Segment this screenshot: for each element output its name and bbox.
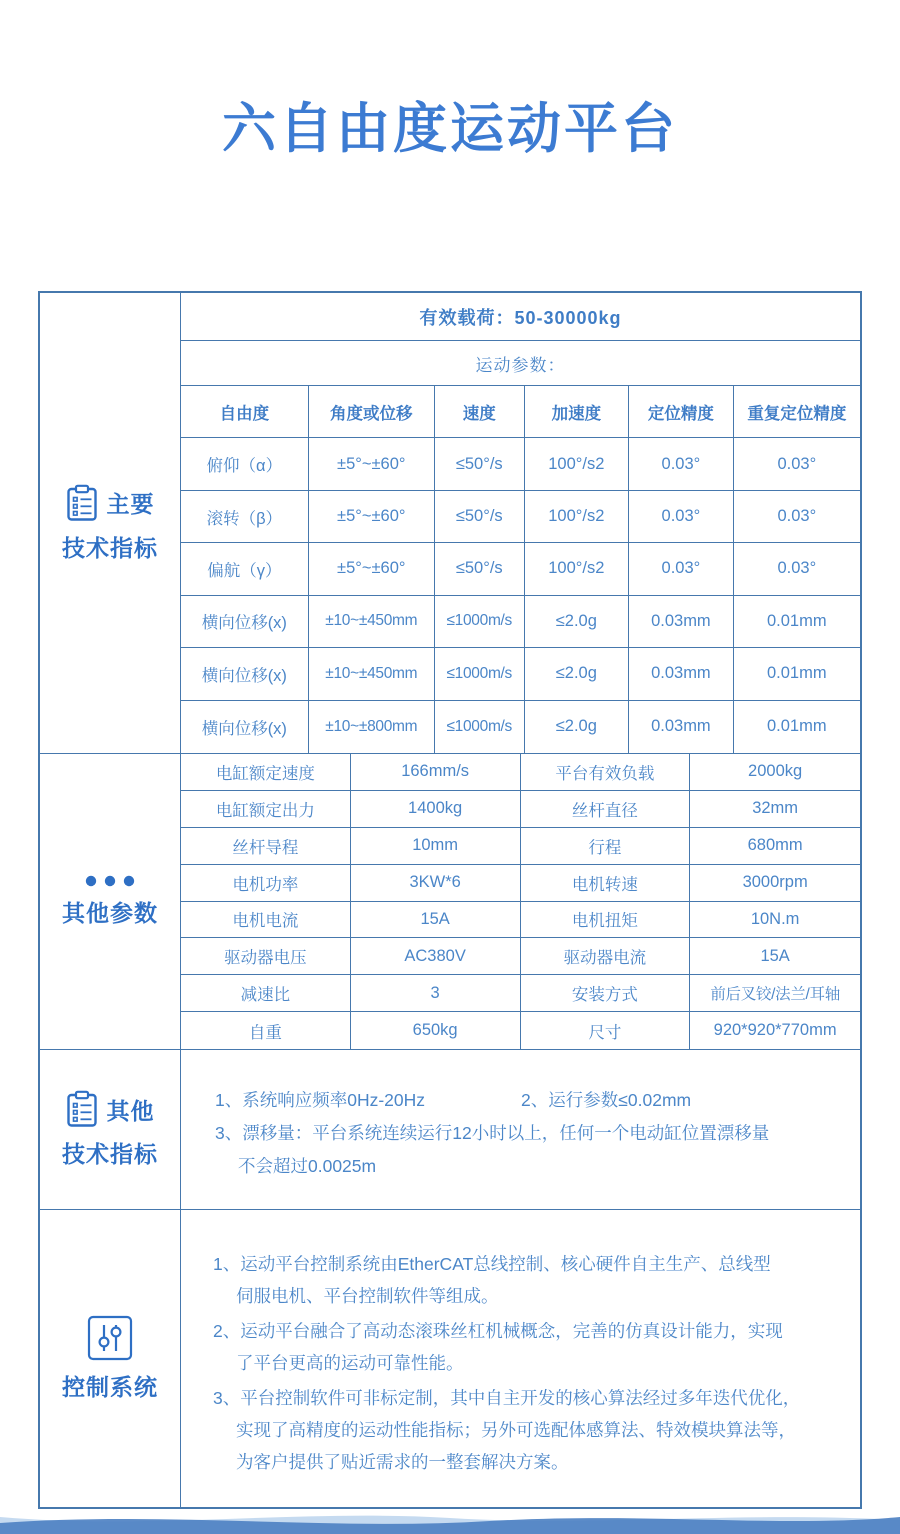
param-key: 减速比 <box>181 975 351 1012</box>
param-key: 电机转速 <box>521 865 691 902</box>
param-value: 15A <box>690 938 860 975</box>
param-key: 电缸额定出力 <box>181 791 351 828</box>
param-value: AC380V <box>351 938 521 975</box>
spec-table <box>38 291 862 1509</box>
param-key: 电机扭矩 <box>521 902 691 939</box>
table-cell: ≤2.0g <box>525 701 630 753</box>
param-value: 10mm <box>351 828 521 865</box>
table-cell: 0.03° <box>734 543 860 595</box>
table-cell: 0.01mm <box>734 596 860 648</box>
column-header: 重复定位精度 <box>734 386 860 438</box>
column-header: 角度或位移 <box>309 386 435 438</box>
param-value: 15A <box>351 902 521 939</box>
param-value: 10N.m <box>690 902 860 939</box>
note-line: 为客户提供了贴近需求的一整套解决方案。 <box>236 1452 569 1472</box>
param-value: 3KW*6 <box>351 865 521 902</box>
param-value: 166mm/s <box>351 754 521 791</box>
wave-decoration <box>0 1508 900 1534</box>
section-label-other-params <box>40 754 181 1049</box>
param-value: 1400kg <box>351 791 521 828</box>
table-cell: ±5°~±60° <box>309 543 435 595</box>
table-cell: ±5°~±60° <box>309 491 435 543</box>
other-specs-notes <box>181 1050 860 1183</box>
table-cell: 0.03mm <box>629 648 734 700</box>
other-params-table <box>181 754 860 1049</box>
table-cell: ≤1000m/s <box>435 648 525 700</box>
param-value: 3000rpm <box>690 865 860 902</box>
param-key: 丝杆直径 <box>521 791 691 828</box>
section-other-specs <box>40 1049 860 1209</box>
note-line: 伺服电机、平台控制软件等组成。 <box>236 1286 499 1306</box>
table-cell: 0.03° <box>734 438 860 490</box>
param-key: 安装方式 <box>521 975 691 1012</box>
table-cell: 偏航（γ） <box>181 543 309 595</box>
payload-row: 有效载荷：50-30000kg <box>181 293 860 341</box>
param-value: 前后叉铰/法兰/耳轴 <box>690 975 860 1012</box>
table-cell: ≤2.0g <box>525 648 630 700</box>
table-cell: 100°/s2 <box>525 543 630 595</box>
param-key: 丝杆导程 <box>181 828 351 865</box>
table-cell: ±10~±450mm <box>309 648 435 700</box>
motion-params-table <box>181 386 860 753</box>
section-control-system <box>40 1209 860 1507</box>
table-cell: 0.03° <box>629 438 734 490</box>
table-cell: ≤1000m/s <box>435 701 525 753</box>
section-label-control <box>40 1210 181 1507</box>
dots-icon <box>83 875 137 887</box>
table-cell: 0.01mm <box>767 717 827 736</box>
clipboard-icon <box>66 1090 98 1128</box>
section-label-other-params-text: 其他参数 <box>62 900 158 926</box>
table-cell: ±10~±450mm <box>309 596 435 648</box>
page-title: 六自由度运动平台 <box>222 99 678 159</box>
section-label-main <box>40 293 181 753</box>
note-line: 2、运动平台融合了高动态滚珠丝杠机械概念，完善的仿真设计能力，实现 <box>213 1321 783 1341</box>
param-key: 电机电流 <box>181 902 351 939</box>
table-cell: 横向位移(x) <box>181 596 309 648</box>
section-label-other-specs <box>40 1050 181 1209</box>
column-header: 自由度 <box>181 386 309 438</box>
param-key: 自重 <box>181 1012 351 1049</box>
table-cell: ≤50°/s <box>435 438 525 490</box>
control-system-notes <box>181 1210 860 1478</box>
sliders-icon <box>87 1315 133 1361</box>
param-key: 电机功率 <box>181 865 351 902</box>
table-cell: 0.03° <box>629 543 734 595</box>
param-key: 行程 <box>521 828 691 865</box>
param-value: 3 <box>351 975 521 1012</box>
note-line: 3、平台控制软件可非标定制，其中自主开发的核心算法经过多年迭代优化， <box>213 1388 801 1408</box>
column-header: 速度 <box>435 386 525 438</box>
note-line: 1、运动平台控制系统由EtherCAT总线控制、核心硬件自主生产、总线型 <box>213 1254 771 1274</box>
table-cell: 滚转（β） <box>181 491 309 543</box>
param-key: 驱动器电压 <box>181 938 351 975</box>
param-key: 尺寸 <box>521 1012 691 1049</box>
note-line: 了平台更高的运动可靠性能。 <box>236 1353 464 1373</box>
section-label-other-specs-line1: 其他 <box>106 1097 155 1124</box>
table-cell: ±5°~±60° <box>309 438 435 490</box>
param-key: 平台有效负载 <box>521 754 691 791</box>
table-cell: 0.03mm <box>629 701 734 753</box>
column-header: 加速度 <box>525 386 630 438</box>
table-cell: ±10~±800mm <box>309 701 435 753</box>
note-item: 3、漂移量：平台系统连续运行12小时以上，任何一个电动缸位置漂移量 <box>215 1123 770 1143</box>
table-cell: 0.03° <box>734 491 860 543</box>
param-key: 电缸额定速度 <box>181 754 351 791</box>
note-item: 2、运行参数≤0.02mm <box>521 1090 692 1110</box>
param-value: 32mm <box>690 791 860 828</box>
table-cell: ≤1000m/s <box>435 596 525 648</box>
motion-params-row: 运动参数： <box>181 341 860 386</box>
param-key: 驱动器电流 <box>521 938 691 975</box>
table-cell: 100°/s2 <box>525 491 630 543</box>
table-cell: ≤2.0g <box>525 596 630 648</box>
section-label-main-line1: 主要 <box>106 491 155 517</box>
note-item: 1、系统响应频率0Hz-20Hz <box>215 1090 426 1110</box>
table-cell: 俯仰（α） <box>181 438 309 490</box>
section-main-specs <box>40 293 860 753</box>
table-cell: 100°/s2 <box>525 438 630 490</box>
param-value: 2000kg <box>690 754 860 791</box>
table-cell: 横向位移(x) <box>181 701 309 753</box>
column-header: 定位精度 <box>629 386 734 438</box>
clipboard-icon <box>66 484 98 522</box>
note-item: 不会超过0.0025m <box>238 1156 377 1176</box>
table-cell: 0.01mm <box>734 648 860 700</box>
param-value: 680mm <box>690 828 860 865</box>
section-other-params <box>40 753 860 1049</box>
section-label-control-text: 控制系统 <box>62 1374 158 1400</box>
table-cell: 0.03mm <box>629 596 734 648</box>
table-cell: 0.03° <box>629 491 734 543</box>
table-cell: ≤50°/s <box>435 491 525 543</box>
param-value: 650kg <box>351 1012 521 1049</box>
table-cell: 横向位移(x) <box>181 648 309 700</box>
param-value: 920*920*770mm <box>713 1021 837 1040</box>
section-label-other-specs-line2: 技术指标 <box>62 1141 158 1167</box>
section-label-main-line2: 技术指标 <box>62 534 158 561</box>
table-cell: ≤50°/s <box>435 543 525 595</box>
note-line: 实现了高精度的运动性能指标；另外可选配体感算法、特效模块算法等， <box>236 1420 796 1440</box>
